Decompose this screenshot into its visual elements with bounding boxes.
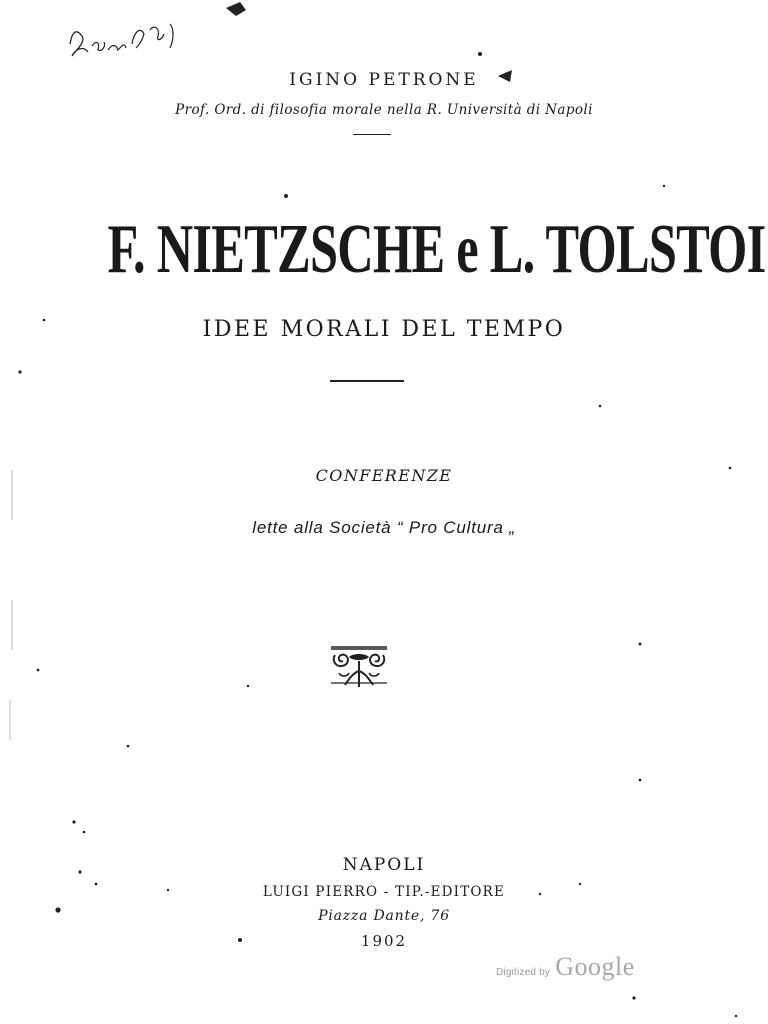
- publisher-name: LUIGI PIERRO - TIP.-EDITORE: [262, 884, 506, 900]
- venue-line: lette alla Società “ Pro Cultura „: [252, 518, 516, 537]
- author-name: IGINO PETRONE: [289, 70, 479, 90]
- divider: [353, 134, 391, 135]
- publication-place: NAPOLI: [342, 855, 426, 875]
- divider: [330, 380, 404, 382]
- watermark-prefix: Digitized by: [496, 967, 551, 978]
- book-title: F. NIETZSCHE e L. TOLSTOI: [107, 211, 766, 288]
- publisher-address: Piazza Dante, 76: [318, 908, 450, 924]
- series-label: CONFERENZE: [315, 466, 453, 485]
- watermark-brand: Google: [555, 952, 635, 981]
- floral-ornament-icon: [327, 643, 391, 691]
- handwritten-signature: [62, 6, 202, 76]
- author-affiliation: Prof. Ord. di filosofia morale nella R. Università di Napoli: [175, 102, 593, 118]
- book-subtitle: IDEE MORALI DEL TEMPO: [202, 317, 566, 342]
- digitization-watermark: [496, 952, 635, 982]
- publication-year: 1902: [360, 932, 408, 950]
